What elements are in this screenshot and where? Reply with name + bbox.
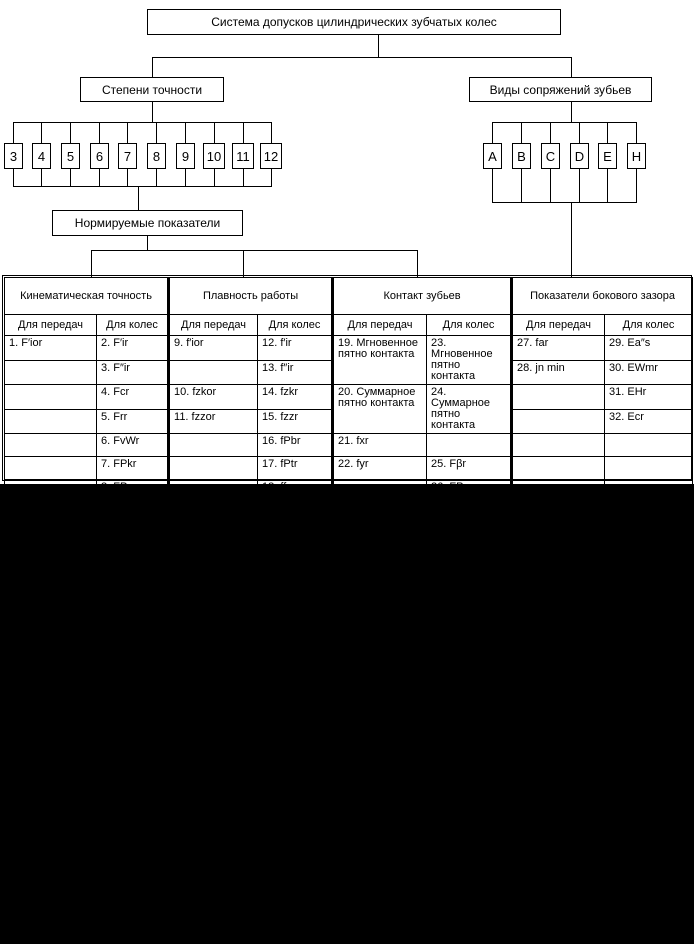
degree-box xyxy=(203,143,225,169)
table-cell xyxy=(5,457,97,480)
table-cell xyxy=(512,409,605,434)
sub-header-transmission: Для передач xyxy=(5,315,97,336)
connector-line xyxy=(571,57,572,77)
mating-label: A xyxy=(488,148,497,164)
table-cell xyxy=(5,409,97,434)
connector-line xyxy=(378,34,379,57)
degree-label: 7 xyxy=(123,148,132,164)
table-cell xyxy=(512,480,605,503)
table-cell xyxy=(5,480,97,503)
connector-line xyxy=(417,250,418,278)
table-cell: 8. FPr xyxy=(97,480,169,503)
mating-label: E xyxy=(603,148,612,164)
table-cell: 10. fzkor xyxy=(169,385,258,410)
table-cell: 22. fyr xyxy=(333,457,427,480)
degree-box xyxy=(32,143,51,169)
degree-label: 3 xyxy=(9,148,18,164)
sub-header-transmission: Для передач xyxy=(333,315,427,336)
table-cell xyxy=(427,434,512,457)
connector-line xyxy=(492,202,637,203)
table-cell: 24. Суммарное пятно контакта xyxy=(427,385,512,434)
table-cell: 3. F″ir xyxy=(97,360,169,385)
table-cell xyxy=(605,480,693,503)
degree-box xyxy=(232,143,254,169)
connector-line xyxy=(13,186,272,187)
connector-line xyxy=(243,250,244,278)
degree-box xyxy=(4,143,23,169)
mating-label: B xyxy=(517,148,526,164)
table-cell xyxy=(512,385,605,410)
table-cell: 26. FPxnr xyxy=(427,480,512,503)
table-cell: 16. fPbr xyxy=(258,434,333,457)
table-cell xyxy=(512,434,605,457)
system-title-box xyxy=(147,9,561,35)
connector-line xyxy=(91,250,92,278)
table-cell: 13. f″ir xyxy=(258,360,333,385)
table-cell xyxy=(169,457,258,480)
sub-header-transmission: Для передач xyxy=(169,315,258,336)
table-cell xyxy=(5,360,97,385)
table-cell xyxy=(169,434,258,457)
sub-header-wheel: Для колес xyxy=(427,315,512,336)
degree-box xyxy=(118,143,137,169)
table-cell xyxy=(5,434,97,457)
table-cell: 23. Мгновенное пятно контакта xyxy=(427,336,512,385)
table-cell: 28. jn min xyxy=(512,360,605,385)
connector-line xyxy=(147,236,148,250)
table-cell xyxy=(512,457,605,480)
mating-types-label: Виды сопряжений зубьев xyxy=(489,82,632,97)
mating-box xyxy=(512,143,531,169)
table-cell: 6. FvWr xyxy=(97,434,169,457)
degree-label: 11 xyxy=(236,148,250,164)
mating-types-box xyxy=(469,77,652,102)
mating-label: C xyxy=(545,148,556,164)
degree-box xyxy=(90,143,109,169)
mating-box xyxy=(570,143,589,169)
category-smoothness: Плавность работы xyxy=(169,278,333,315)
table-cell xyxy=(605,434,693,457)
connector-line xyxy=(571,202,572,278)
degree-label: 10 xyxy=(206,148,222,164)
connector-line xyxy=(152,57,153,77)
table-cell: 30. EWmr xyxy=(605,360,693,385)
tolerance-table xyxy=(4,277,693,503)
table-cell: 31. EHr xyxy=(605,385,693,410)
sub-header-wheel: Для колес xyxy=(258,315,333,336)
category-contact: Контакт зубьев xyxy=(333,278,512,315)
accuracy-degrees-box xyxy=(80,77,224,102)
degree-label: 9 xyxy=(181,148,190,164)
table-cell: 14. fzkr xyxy=(258,385,333,410)
normed-indicators-label: Нормируемые показатели xyxy=(74,216,221,230)
category-kinematic: Кинематическая точность xyxy=(5,278,169,315)
table-cell: 17. fPtr xyxy=(258,457,333,480)
sub-header-wheel: Для колес xyxy=(605,315,693,336)
degree-box xyxy=(147,143,166,169)
table-cell: 19. Мгновенное пятно контакта xyxy=(333,336,427,385)
category-backlash: Показатели бокового зазора xyxy=(512,278,693,315)
table-cell: 18. ffr xyxy=(258,480,333,503)
table-cell: 11. fzzor xyxy=(169,409,258,434)
mating-label: H xyxy=(631,148,642,164)
mating-box xyxy=(598,143,617,169)
connector-line xyxy=(91,250,417,251)
connector-line xyxy=(492,122,637,123)
degree-label: 4 xyxy=(37,148,46,164)
table-cell xyxy=(169,480,258,503)
table-cell: 9. f′ior xyxy=(169,336,258,361)
degree-box xyxy=(61,143,80,169)
table-cell: 7. FPkr xyxy=(97,457,169,480)
degree-box xyxy=(176,143,195,169)
connector-line xyxy=(138,186,139,210)
table-cell: 12. f′ir xyxy=(258,336,333,361)
mating-box xyxy=(627,143,646,169)
table-cell: 4. Fcr xyxy=(97,385,169,410)
sub-header-transmission: Для передач xyxy=(512,315,605,336)
degree-label: 12 xyxy=(263,148,279,164)
accuracy-degrees-label: Степени точности xyxy=(101,82,203,97)
connector-line xyxy=(571,102,572,122)
table-cell: 20. Суммарное пятно контакта xyxy=(333,385,427,434)
degree-label: 5 xyxy=(66,148,75,164)
connector-line xyxy=(13,122,272,123)
degree-label: 8 xyxy=(152,148,161,164)
table-cell: 1. F′ior xyxy=(5,336,97,361)
mating-label: D xyxy=(574,148,585,164)
degree-label: 6 xyxy=(95,148,104,164)
connector-line xyxy=(152,57,571,58)
table-cell xyxy=(333,480,427,503)
table-cell xyxy=(169,360,258,385)
table-cell xyxy=(5,385,97,410)
connector-line xyxy=(152,102,153,122)
table-cell: 25. Fβr xyxy=(427,457,512,480)
table-cell: 32. Ecr xyxy=(605,409,693,434)
mating-box xyxy=(483,143,502,169)
table-cell: 2. F′ir xyxy=(97,336,169,361)
table-cell: 29. Ea″s xyxy=(605,336,693,361)
sub-header-wheel: Для колес xyxy=(97,315,169,336)
normed-indicators-box xyxy=(52,210,243,236)
system-title: Система допусков цилиндрических зубчатых колес xyxy=(211,15,497,29)
table-cell: 27. far xyxy=(512,336,605,361)
table-cell: 5. Frr xyxy=(97,409,169,434)
degree-box xyxy=(260,143,282,169)
table-cell: 15. fzzr xyxy=(258,409,333,434)
table-cell xyxy=(605,457,693,480)
table-cell: 21. fxr xyxy=(333,434,427,457)
mating-box xyxy=(541,143,560,169)
